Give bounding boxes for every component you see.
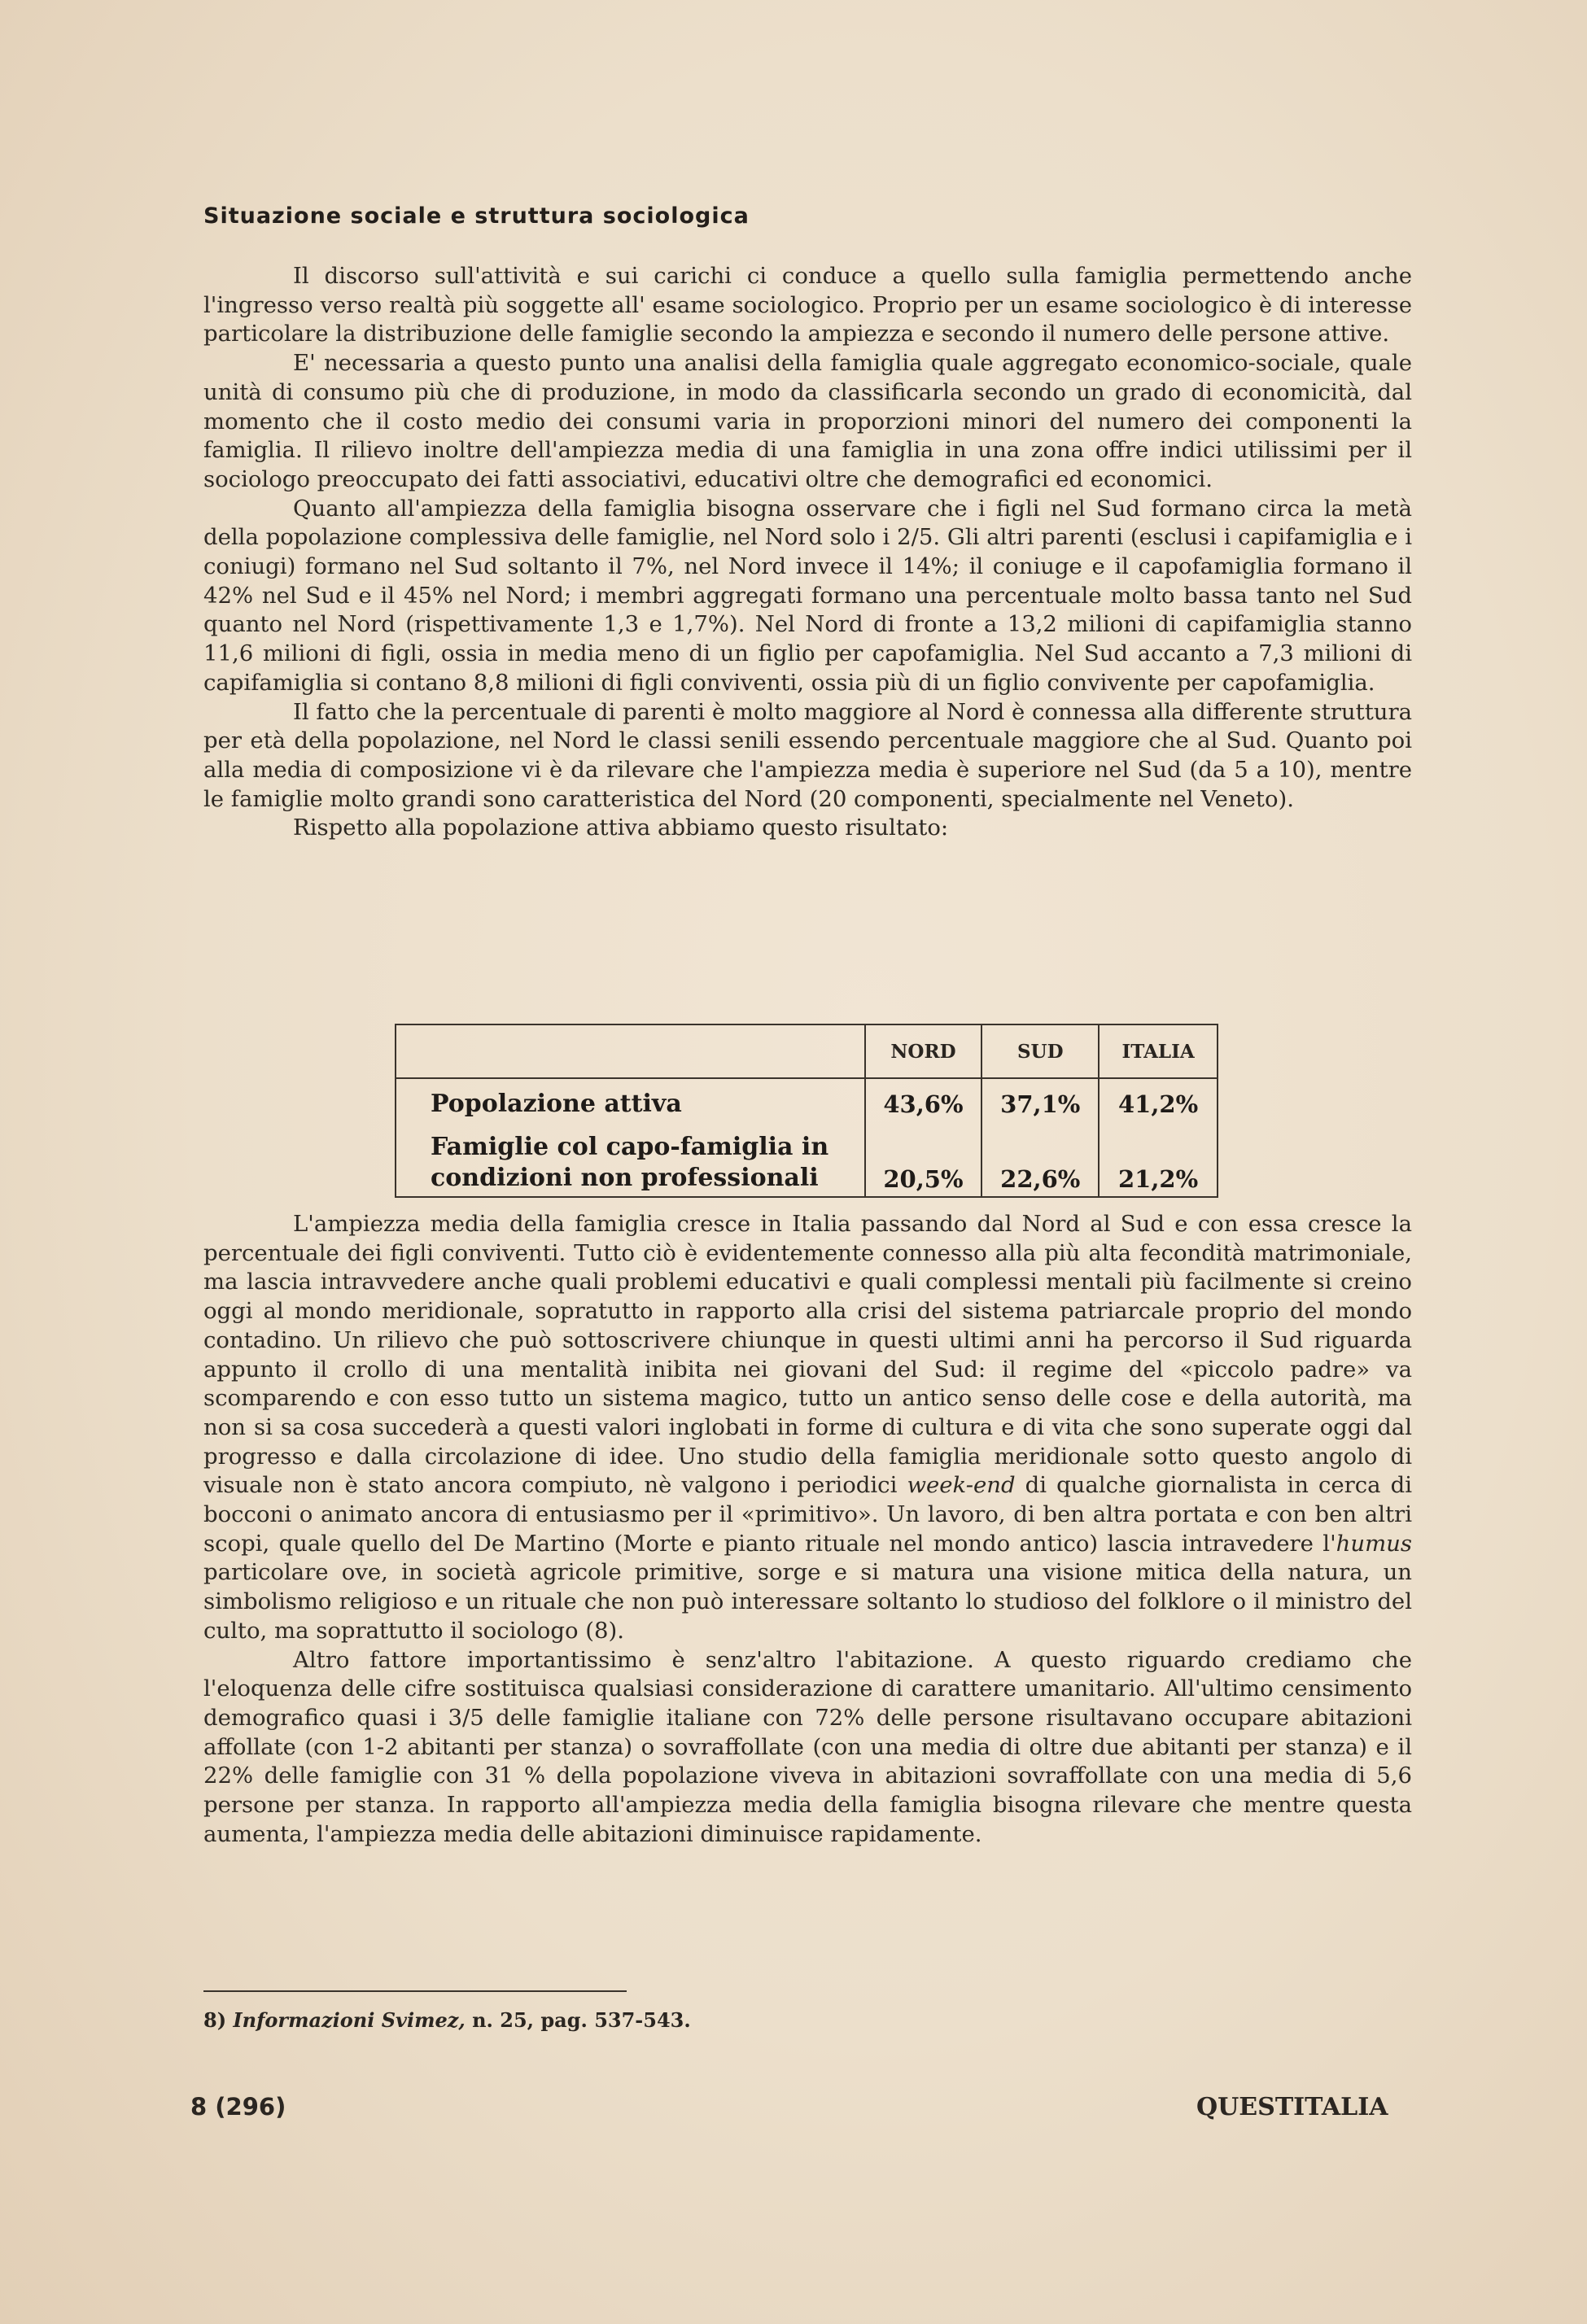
table-row xyxy=(396,1078,1218,1129)
table-header-nord: NORD xyxy=(865,1025,982,1078)
paragraph-text: particolare ove, in società agricole primitive, sorge e si matura una visione mitica della natura, un simbolismo religioso e un rituale che non può interessare soltanto lo studioso del folklore o il ministro del culto, ma soprattutto il sociologo (8). xyxy=(203,1559,1412,1644)
cell-nord: 20,5% xyxy=(865,1129,982,1197)
table-header-blank xyxy=(396,1025,865,1078)
cell-nord: 43,6% xyxy=(865,1078,982,1129)
footnote xyxy=(203,2008,691,2032)
page-number: 8 (296) xyxy=(190,2093,286,2121)
paragraph: Il fatto che la percentuale di parenti è molto maggiore al Nord è connessa alla differente struttura per età della popolazione, nel Nord le classi senili essendo percentuale maggiore che al Sud. Quanto poi alla media di composizione vi è da rilevare che l'ampiezza media è superiore nel Sud (da 5 a 10), mentre le famiglie molto grandi sono caratteristica del Nord (20 componenti, specialmente nel Veneto). xyxy=(203,698,1412,812)
row-label: Popolazione attiva xyxy=(396,1078,865,1129)
footnote-source: Informazioni Svimez, xyxy=(233,2008,466,2032)
footnote-rule xyxy=(203,1990,627,1992)
table-header-sud: SUD xyxy=(981,1025,1099,1078)
paragraph: Quanto all'ampiezza della famiglia bisogna osservare che i figli nel Sud formano circa la metà della popolazione complessiva delle famiglie, nel Nord solo i 2/5. Gli altri parenti (esclusi i capifamiglia e i coniugi) formano nel Sud soltanto il 7%, nel Nord invece il 14%; il coniuge e il capofamiglia formano il 42% nel Sud e il 45% nel Nord; i membri aggregati formano una percentuale molto bassa tanto nel Sud quanto nel Nord (rispettivamente 1,3 e 1,7%). Nel Nord di fronte a 13,2 milioni di capifamiglia stanno 11,6 milioni di figli, ossia in media meno di un figlio per capofamiglia. Nel Sud accanto a 7,3 milioni di capifamiglia si contano 8,8 milioni di figli conviventi, ossia più di un figlio convivente per capofamiglia. xyxy=(203,495,1412,696)
footnote-reference: n. 25, pag. 537-543. xyxy=(472,2008,691,2032)
table-header-italia: ITALIA xyxy=(1099,1025,1218,1078)
body-text-bottom xyxy=(203,1210,1412,1849)
table-row xyxy=(396,1129,1218,1197)
paragraph: Il discorso sull'attività e sui carichi ci conduce a quello sulla famiglia permettendo anche l'ingresso verso realtà più soggette all' esame sociologico. Proprio per un esame sociologico è di interesse particolare la distribuzione delle famiglie secondo la ampiezza e secondo il numero delle persone attive. xyxy=(203,263,1412,347)
cell-italia: 21,2% xyxy=(1099,1129,1218,1197)
paragraph: Altro fattore importantissimo è senz'altro l'abitazione. A questo riguardo crediamo che l'eloquenza delle cifre sostituisca qualsiasi considerazione di carattere umanitario. All'ultimo censimento demografico quasi i 3/5 delle famiglie italiane con 72% delle persone risultavano occupare abitazioni affollate (con 1-2 abitanti per stanza) o sovraffollate (con una media di oltre due abitanti per stanza) e il 22% delle famiglie con 31 % della popolazione viveva in abitazioni sovraffollate con una media di 5,6 persone per stanza. In rapporto all'ampiezza media della famiglia bisogna rilevare che mentre questa aumenta, l'ampiezza media delle abitazioni diminuisce rapidamente. xyxy=(203,1646,1412,1847)
paragraph-text: L'ampiezza media della famiglia cresce in Italia passando dal Nord al Sud e con essa cresce la percentuale dei figli conviventi. Tutto ciò è evidentemente connesso alla più alta fecondità matrimoniale, ma lascia intravvedere anche quali problemi educativi e quali complessi mentali più facilmente si creino oggi al mondo meridionale, sopratutto in rapporto alla crisi del sistema patriarcale proprio del mondo contadino. Un rilievo che può sottoscrivere chiunque in questi ultimi anni ha percorso il Sud riguarda appunto il crollo di una mentalità inibita nei giovani del Sud: il regime del «piccolo padre» va scomparendo e con esso tutto un sistema magico, tutto un antico senso delle cose e della autorità, ma non si sa cosa succederà a questi valori inglobati in forme di cultura e di vita che sono superate oggi dal progresso e dalla circolazione di idee. Uno studio della famiglia meridionale sotto questo angolo di visuale non è stato ancora compiuto, nè valgono i periodici xyxy=(203,1211,1412,1499)
section-heading: Situazione sociale e struttura sociologica xyxy=(203,203,750,229)
paragraph xyxy=(203,1210,1412,1646)
cell-italia: 41,2% xyxy=(1099,1078,1218,1129)
footnote-number: 8) xyxy=(203,2008,227,2032)
italic-term: humus xyxy=(1336,1530,1412,1557)
cell-sud: 37,1% xyxy=(981,1078,1099,1129)
paragraph-text: di qualche giornalista in cerca di bocconi o animato ancora di entusiasmo per il «primitivo». Un lavoro, di ben altra portata e con ben altri scopi, quale quello del De Martino (Morte e pianto rituale nel mondo antico) lascia intravedere l' xyxy=(203,1472,1412,1557)
journal-name: QUESTITALIA xyxy=(1196,2093,1388,2121)
paragraph: E' necessaria a questo punto una analisi della famiglia quale aggregato economico-sociale, quale unità di consumo più che di produzione, in modo da classificarla secondo un grado di economicità, dal momento che il costo medio dei consumi varia in proporzioni minori del numero dei componenti la famiglia. Il rilievo inoltre dell'ampiezza media di una famiglia in una zona offre indici utilissimi per il sociologo preoccupato dei fatti associativi, educativi oltre che demografici ed economici. xyxy=(203,350,1412,492)
active-population-table xyxy=(395,1024,1218,1198)
row-label: Famiglie col capo-famiglia in condizioni non professionali xyxy=(396,1129,865,1197)
cell-sud: 22,6% xyxy=(981,1129,1099,1197)
italic-term: week-end xyxy=(907,1472,1016,1499)
paragraph: Rispetto alla popolazione attiva abbiamo questo risultato: xyxy=(293,815,949,841)
body-text-top xyxy=(203,262,1412,843)
